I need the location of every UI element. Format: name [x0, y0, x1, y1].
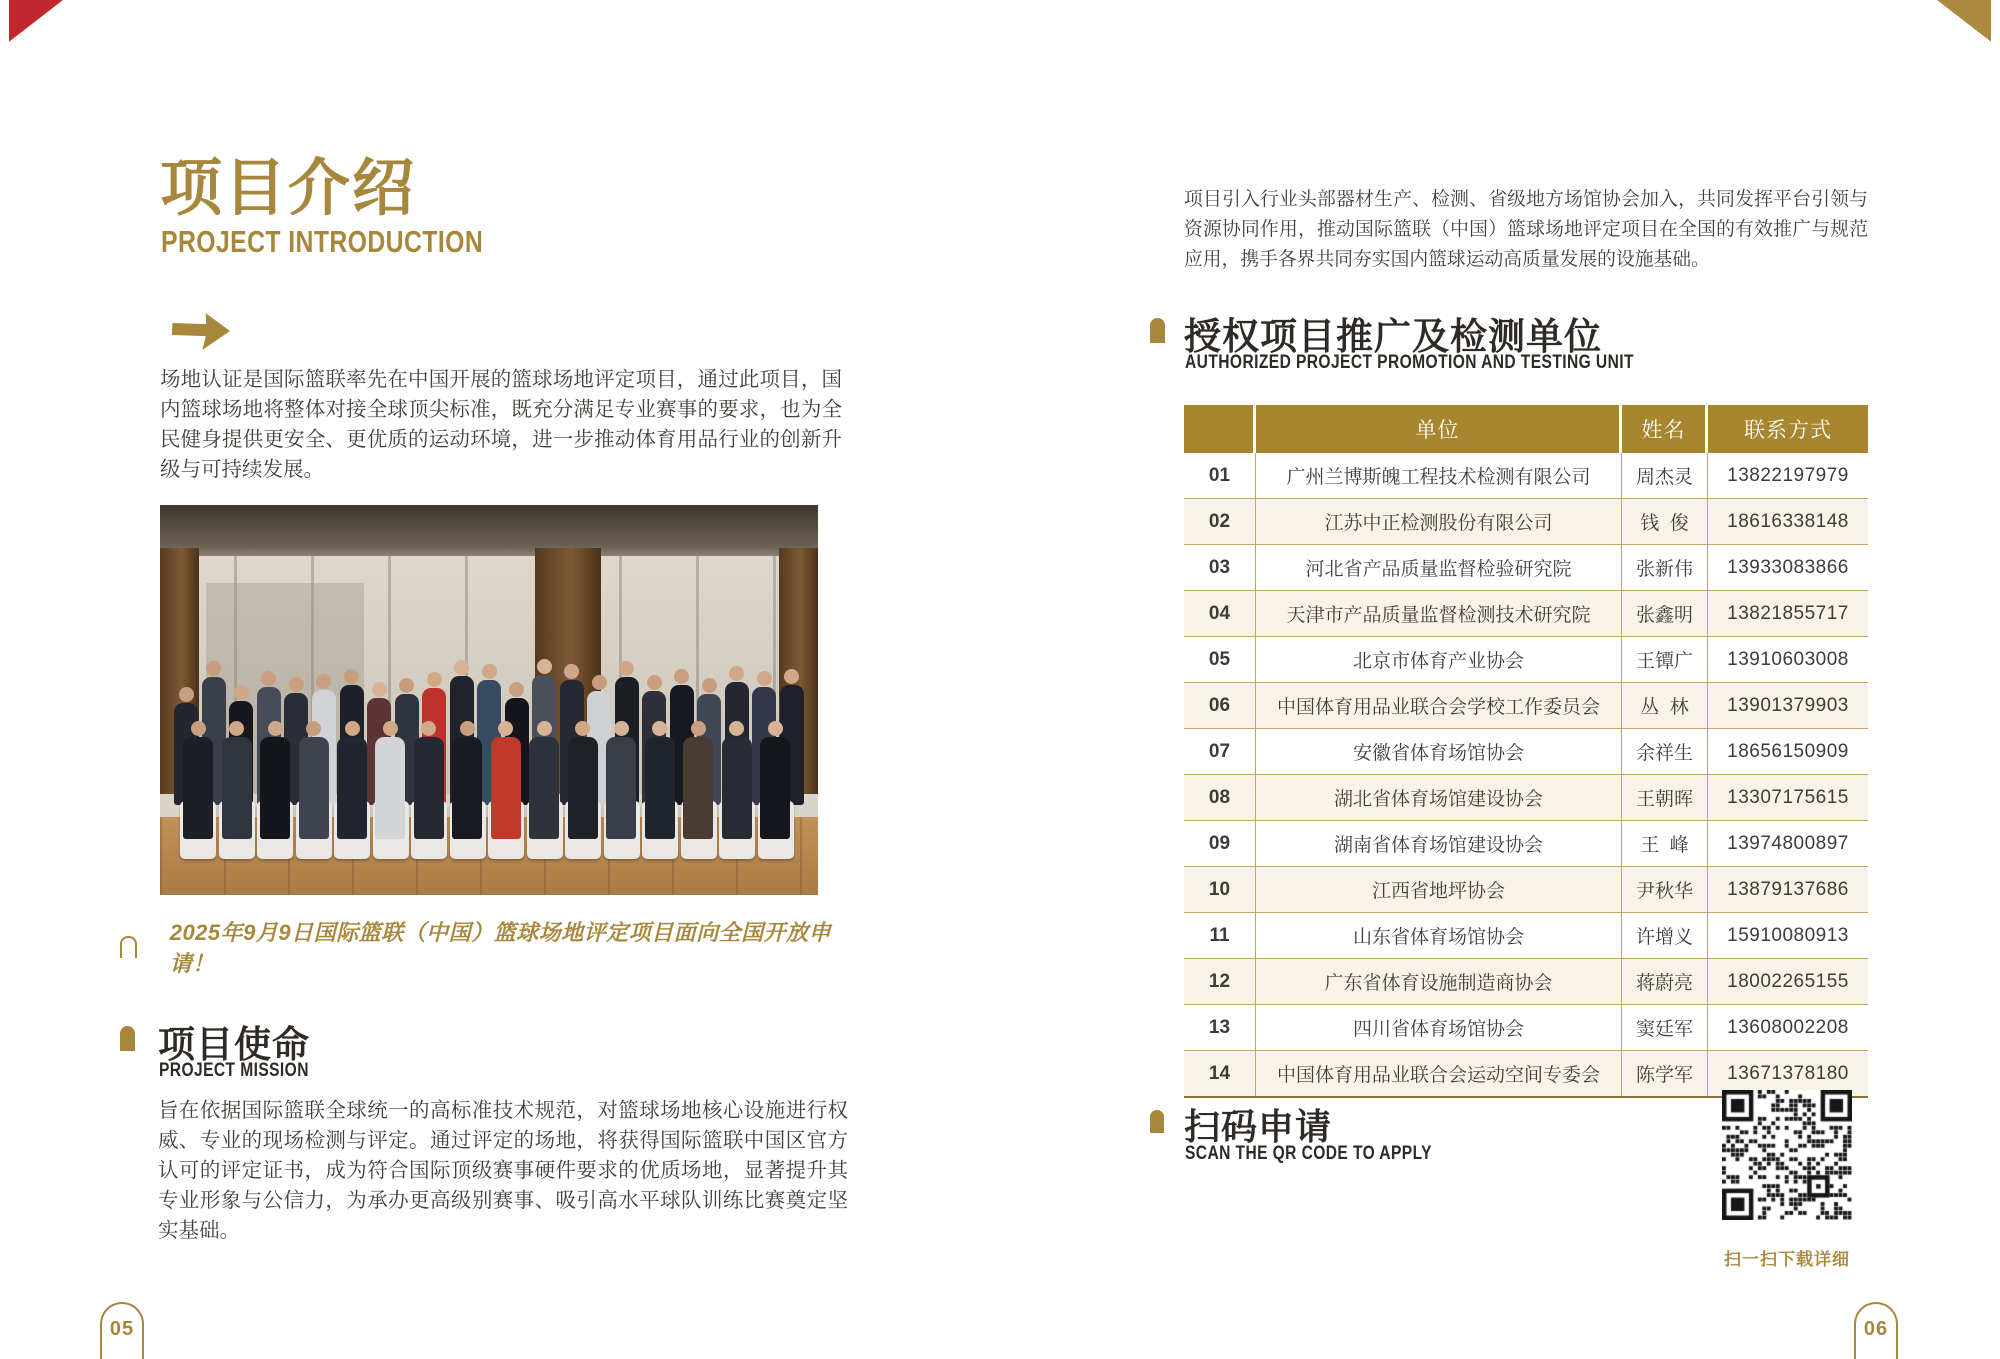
corner-ribbon-red [9, 0, 63, 44]
cell-no: 11 [1184, 913, 1256, 958]
cell-name: 许增义 [1622, 913, 1708, 958]
cell-name: 王 峰 [1622, 821, 1708, 866]
cell-phone: 13879137686 [1727, 878, 1849, 900]
header-phone: 联系方式 [1744, 419, 1832, 442]
table-header-row [1184, 405, 1868, 453]
photo-person [722, 721, 752, 839]
table-row [1184, 912, 1868, 958]
units-section-title: 授权项目推广及检测单位 [1184, 316, 1602, 357]
page-number: 05 [109, 1318, 135, 1340]
header-unit: 单位 [1256, 405, 1622, 453]
cell-unit: 江西省地坪协会 [1256, 867, 1622, 912]
cell-phone: 13671378180 [1727, 1062, 1849, 1084]
header-name: 姓名 [1622, 405, 1708, 453]
cell-name: 陈学军 [1622, 1051, 1708, 1096]
cell-phone: 13933083866 [1727, 556, 1849, 578]
table-row [1184, 820, 1868, 866]
cell-unit: 北京市体育产业协会 [1256, 637, 1622, 682]
table-row [1184, 728, 1868, 774]
cell-phone: 15910080913 [1727, 924, 1849, 946]
photo-person [683, 721, 713, 839]
table-row [1184, 1004, 1868, 1050]
photo-person [337, 721, 367, 839]
cell-unit: 江苏中正检测股份有限公司 [1256, 499, 1622, 544]
cell-name: 尹秋华 [1622, 867, 1708, 912]
cell-phone: 18616338148 [1727, 510, 1849, 532]
cell-unit: 湖南省体育场馆建设协会 [1256, 821, 1622, 866]
mission-paragraph: 旨在依据国际篮联全球统一的高标准技术规范，对篮球场地核心设施进行权威、专业的现场检测与评定。通过评定的场地，将获得国际篮联中国区官方认可的评定证书，成为符合国际顶级赛事硬件要求的优质场地，显著提升其专业形象与公信力，为承办更高级别赛事、吸引高水平球队训练比赛奠定坚实基础。 [158, 1099, 848, 1242]
note-text: 2025年9月9日国际篮联（中国）篮球场地评定项目面向全国开放申请！ [169, 920, 832, 976]
units-table [1184, 405, 1868, 1098]
photo-person [568, 721, 598, 839]
cell-phone: 13307175615 [1727, 786, 1849, 808]
cell-name: 张鑫明 [1622, 591, 1708, 636]
table-row [1184, 453, 1868, 498]
arch-bullet-icon [1150, 1110, 1164, 1133]
cell-unit: 安徽省体育场馆协会 [1256, 729, 1622, 774]
table-row [1184, 590, 1868, 636]
photo-crowd [160, 505, 818, 895]
cell-no: 09 [1184, 821, 1256, 866]
open-application-note [120, 916, 860, 978]
cell-name: 钱 俊 [1622, 499, 1708, 544]
photo-person [452, 721, 482, 839]
cell-name: 周杰灵 [1622, 453, 1708, 498]
table-row [1184, 774, 1868, 820]
cell-name: 丛 林 [1622, 683, 1708, 728]
cell-no: 06 [1184, 683, 1256, 728]
table-row [1184, 544, 1868, 590]
page-number-badge-right [1854, 1302, 1898, 1359]
cell-name: 王朝晖 [1622, 775, 1708, 820]
cell-no: 10 [1184, 867, 1256, 912]
corner-ribbon-gold [1937, 0, 1991, 44]
cell-unit: 中国体育用品业联合会运动空间专委会 [1256, 1051, 1622, 1096]
cell-no: 05 [1184, 637, 1256, 682]
photo-person [529, 721, 559, 839]
table-row [1184, 636, 1868, 682]
cell-unit: 天津市产品质量监督检测技术研究院 [1256, 591, 1622, 636]
photo-person [760, 721, 790, 839]
qr-section-title: 扫码申请 [1184, 1106, 1333, 1147]
photo-person [299, 721, 329, 839]
qr-code [1722, 1090, 1852, 1220]
cell-phone: 13821855717 [1727, 602, 1849, 624]
units-section-title-en: AUTHORIZED PROJECT PROMOTION AND TESTING UNIT [1185, 352, 1634, 373]
photo-person [222, 721, 252, 839]
cell-name: 蒋蔚亮 [1622, 959, 1708, 1004]
photo-person [260, 721, 290, 839]
cell-phone: 13910603008 [1727, 648, 1849, 670]
table-row [1184, 498, 1868, 544]
cell-unit: 广东省体育设施制造商协会 [1256, 959, 1622, 1004]
cell-name: 张新伟 [1622, 545, 1708, 590]
cell-no: 14 [1184, 1051, 1256, 1096]
cell-no: 03 [1184, 545, 1256, 590]
cell-phone: 18002265155 [1727, 970, 1849, 992]
cell-phone: 18656150909 [1727, 740, 1849, 762]
cell-name: 王镡广 [1622, 637, 1708, 682]
photo-person [375, 721, 405, 839]
table-row [1184, 866, 1868, 912]
photo-person [606, 721, 636, 839]
cell-unit: 湖北省体育场馆建设协会 [1256, 775, 1622, 820]
page-number-badge-left [100, 1302, 144, 1359]
qr-caption: 扫一扫下载详细 [1724, 1250, 1850, 1269]
cell-unit: 广州兰博斯魄工程技术检测有限公司 [1256, 453, 1622, 498]
cell-unit: 中国体育用品业联合会学校工作委员会 [1256, 683, 1622, 728]
cell-no: 13 [1184, 1005, 1256, 1050]
page-title: 项目介绍 [160, 154, 417, 223]
photo-person [645, 721, 675, 839]
cell-phone: 13822197979 [1727, 464, 1849, 486]
cell-unit: 山东省体育场馆协会 [1256, 913, 1622, 958]
page-number: 06 [1863, 1318, 1889, 1340]
mission-title-en: PROJECT MISSION [159, 1060, 309, 1081]
photo-person [491, 721, 521, 839]
cell-unit: 河北省产品质量监督检验研究院 [1256, 545, 1622, 590]
intro-paragraph: 场地认证是国际篮联率先在中国开展的篮球场地评定项目，通过此项目，国内篮球场地将整体对接全球顶尖标准，既充分满足专业赛事的要求，也为全民健身提供更安全、更优质的运动环境，进一步推动体育用品行业的创新升级与可持续发展。 [160, 368, 842, 481]
cell-name: 余祥生 [1622, 729, 1708, 774]
photo-person [183, 721, 213, 839]
cell-unit: 四川省体育场馆协会 [1256, 1005, 1622, 1050]
mission-title: 项目使命 [158, 1024, 310, 1065]
cell-phone: 13974800897 [1727, 832, 1849, 854]
arch-bullet-icon [1150, 318, 1165, 343]
cell-phone: 13608002208 [1727, 1016, 1849, 1038]
table-row [1184, 682, 1868, 728]
cell-no: 01 [1184, 453, 1256, 498]
cell-no: 08 [1184, 775, 1256, 820]
arch-bullet-icon [120, 1026, 135, 1051]
arrow-right-icon [171, 307, 231, 355]
photo-person [414, 721, 444, 839]
right-intro-paragraph: 项目引入行业头部器材生产、检测、省级地方场馆协会加入，共同发挥平台引领与资源协同作用，推动国际篮联（中国）篮球场地评定项目在全国的有效推广与规范应用，携手各界共同夯实国内篮球运动高质量发展的设施基础。 [1184, 188, 1868, 269]
header-no: 序号 [1184, 405, 1256, 453]
page-title-en: PROJECT INTRODUCTION [161, 224, 484, 259]
table-body [1184, 453, 1868, 1096]
qr-section-title-en: SCAN THE QR CODE TO APPLY [1185, 1143, 1432, 1164]
arch-outline-icon [120, 936, 137, 958]
group-photo [160, 505, 818, 895]
cell-no: 02 [1184, 499, 1256, 544]
cell-no: 07 [1184, 729, 1256, 774]
cell-name: 窦廷军 [1622, 1005, 1708, 1050]
cell-no: 04 [1184, 591, 1256, 636]
table-row [1184, 958, 1868, 1004]
cell-phone: 13901379903 [1727, 694, 1849, 716]
cell-no: 12 [1184, 959, 1256, 1004]
